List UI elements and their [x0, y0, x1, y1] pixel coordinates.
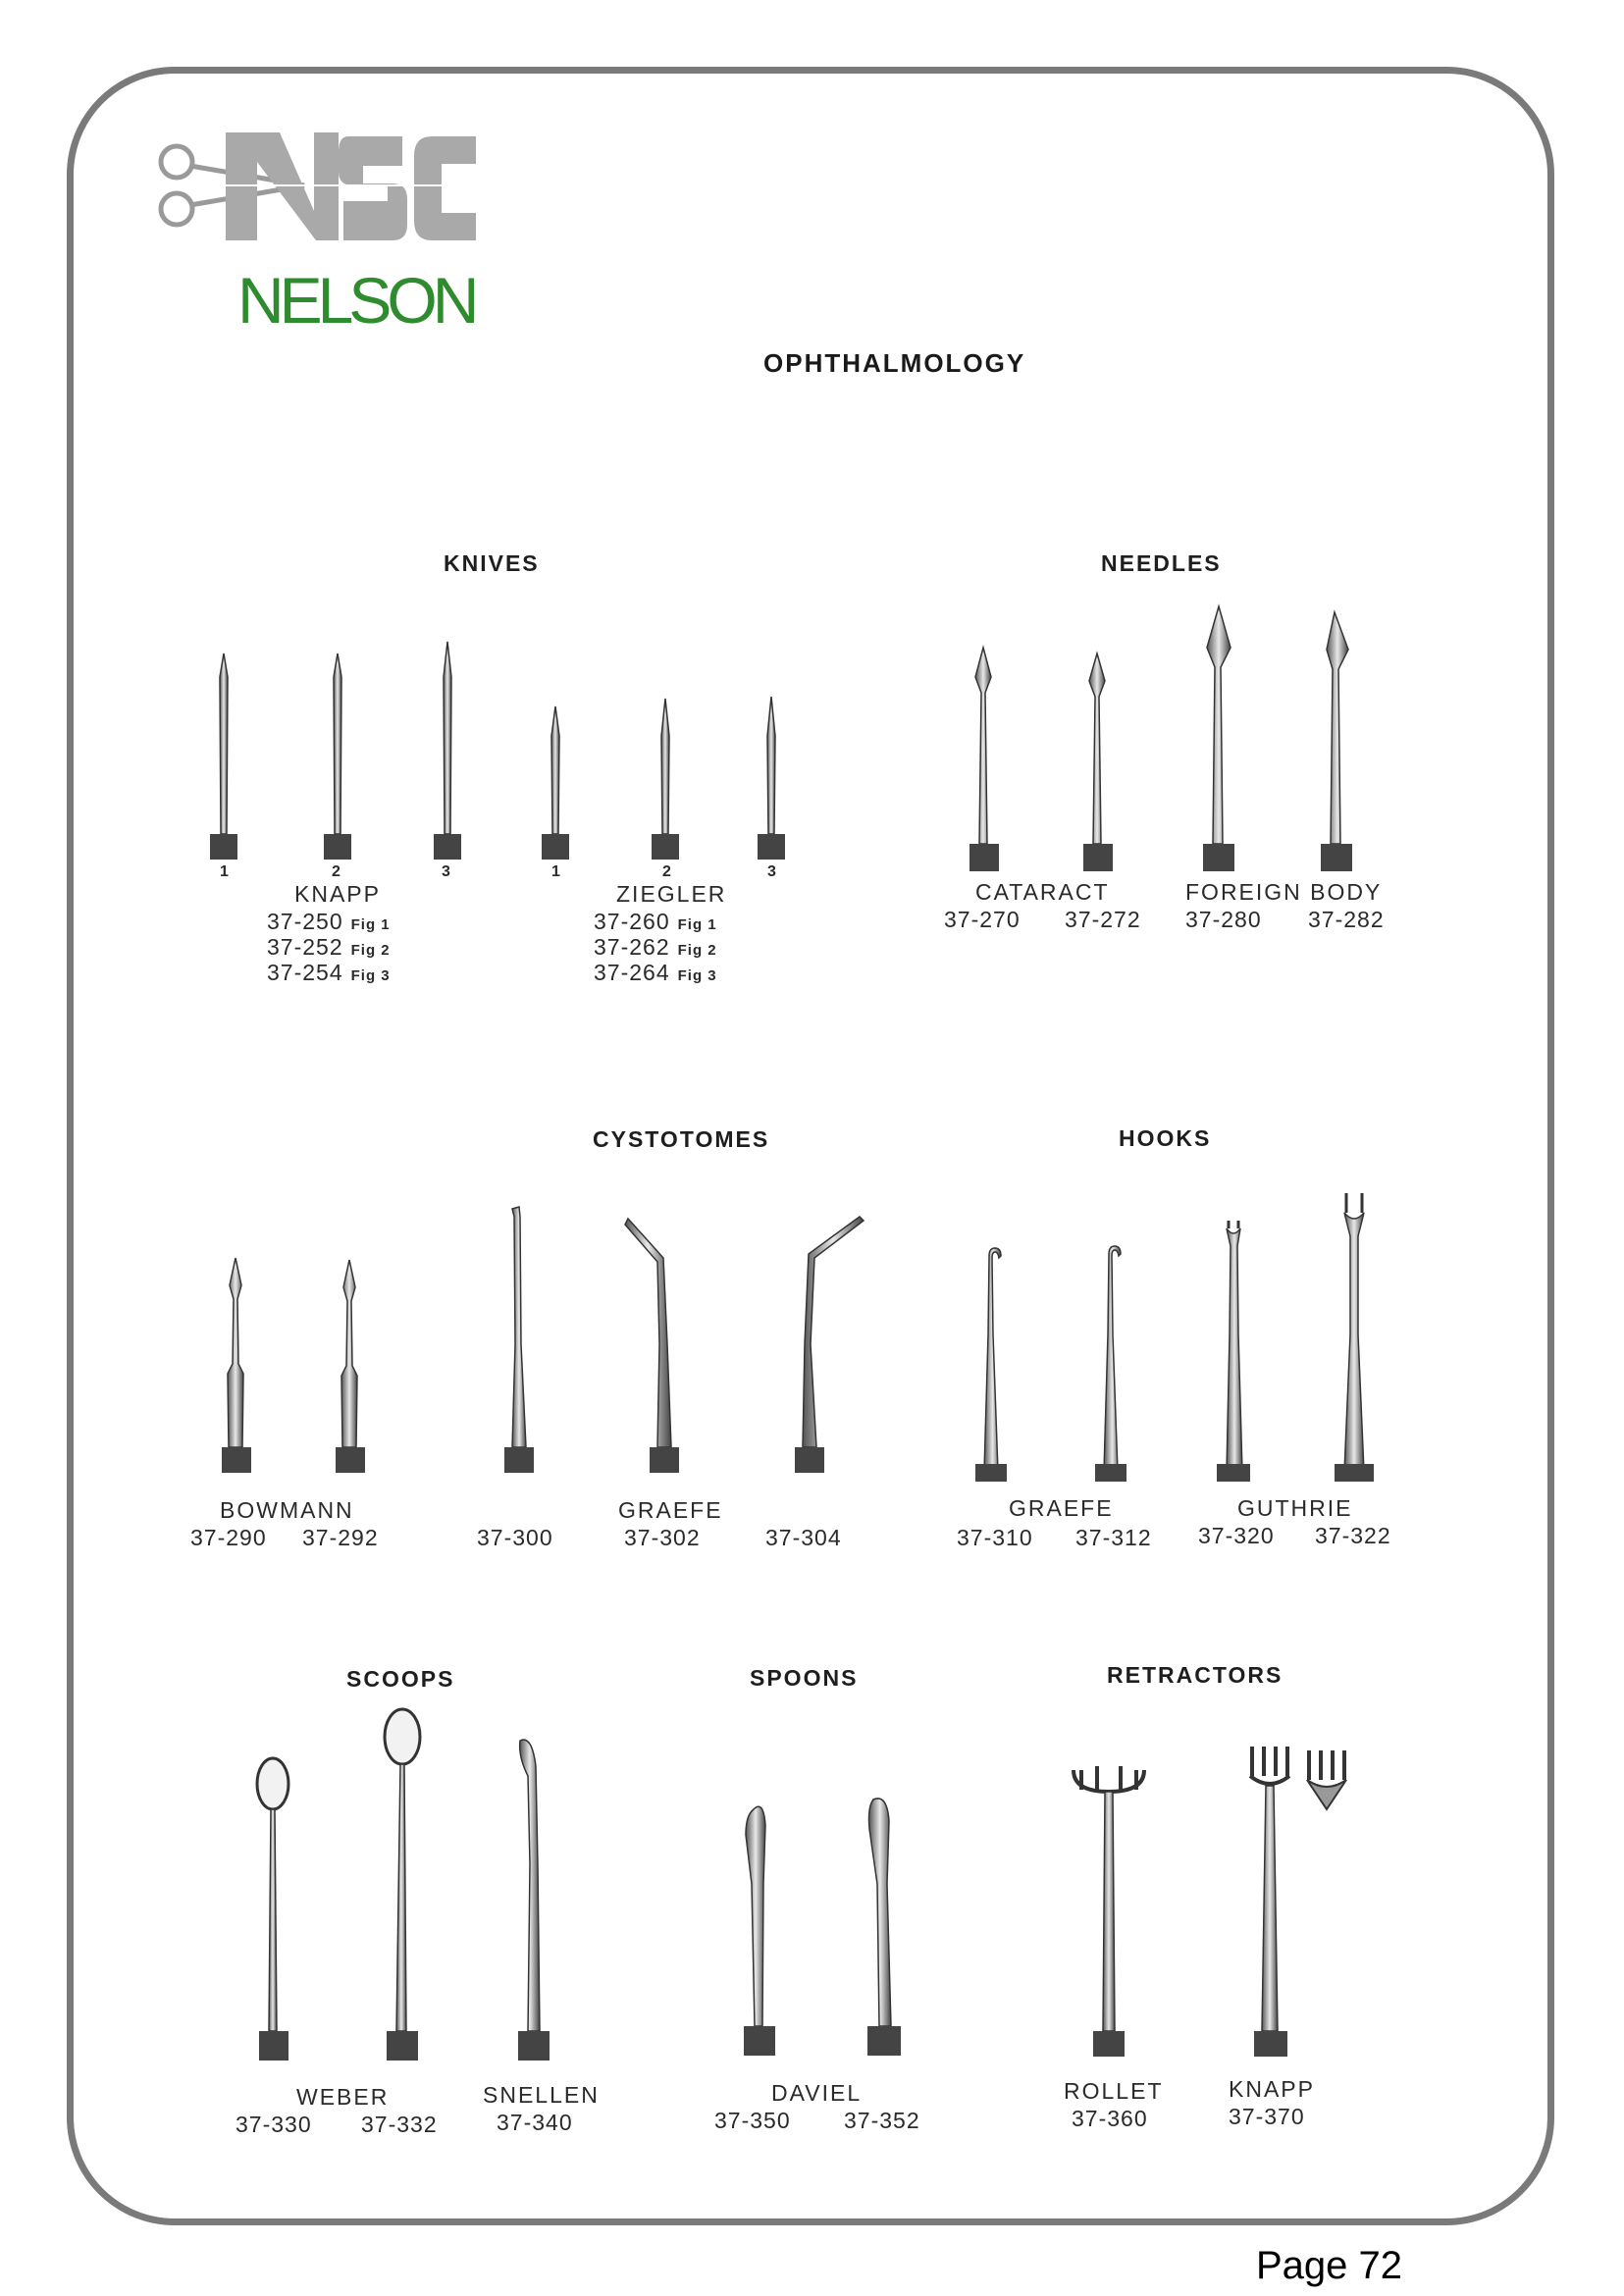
bowmann-cystotome-1 — [222, 1258, 251, 1473]
weber-scoop-2 — [385, 1709, 420, 2061]
knapp-knife-1 — [210, 653, 237, 860]
spoons-illustration — [726, 1786, 922, 2061]
graefe-cystotome — [625, 1219, 679, 1473]
bowmann-label: BOWMANN — [220, 1497, 354, 1523]
hooks-illustration — [962, 1187, 1393, 1482]
product-code: 37-312 — [1075, 1525, 1152, 1550]
ziegler-knife-1 — [542, 706, 569, 860]
product-code: 37-290 — [190, 1525, 267, 1550]
knife-fig-mark: 2 — [332, 863, 341, 880]
knife-fig-mark: 1 — [220, 863, 229, 880]
cataract-needle-2 — [1083, 653, 1113, 871]
fig-ref: Fig 3 — [677, 967, 717, 984]
product-code: 37-320 — [1198, 1523, 1275, 1548]
knife-fig-mark: 3 — [442, 863, 450, 880]
knapp-retractor-tip-detail — [1307, 1750, 1346, 1809]
retractors-illustration — [1070, 1737, 1384, 2061]
product-code: 37-332 — [361, 2112, 438, 2137]
product-code: 37-250 — [267, 909, 343, 934]
page-title: OPHTHALMOLOGY — [763, 348, 1026, 378]
snellen-scoop — [518, 1740, 550, 2061]
product-code: 37-254 — [267, 960, 343, 985]
product-code: 37-304 — [765, 1525, 842, 1550]
fig-ref: Fig 1 — [350, 916, 391, 933]
product-code: 37-340 — [497, 2110, 573, 2135]
product-code: 37-270 — [944, 907, 1021, 932]
foreign-body-needle-1 — [1203, 606, 1234, 871]
graefe-cystotome-label: GRAEFE — [618, 1497, 723, 1523]
needles-illustration — [942, 599, 1374, 873]
product-code: 37-262 — [594, 934, 670, 960]
product-code: 37-330 — [236, 2112, 312, 2137]
cataract-needle-1 — [969, 648, 999, 871]
scoops-title: SCOOPS — [346, 1666, 455, 1692]
nsc-scissors-logo-icon — [157, 123, 481, 250]
knives-illustration — [196, 638, 824, 883]
brand-name: NELSON — [237, 264, 475, 337]
cystotome-37-300 — [504, 1207, 534, 1473]
ziegler-code-row — [594, 960, 717, 986]
snellen-label: SNELLEN — [483, 2082, 600, 2108]
ziegler-knife-3 — [758, 697, 785, 860]
ziegler-code-row — [594, 909, 717, 935]
spoons-title: SPOONS — [750, 1665, 859, 1691]
guthrie-hook-1 — [1217, 1221, 1250, 1482]
product-code: 37-352 — [844, 2108, 920, 2133]
ziegler-knife-2 — [652, 699, 679, 860]
hooks-title: HOOKS — [1119, 1125, 1212, 1151]
knapp-code-row — [267, 960, 391, 986]
product-code: 37-360 — [1072, 2106, 1148, 2131]
product-code: 37-302 — [624, 1525, 701, 1550]
knapp-knife-3 — [434, 642, 461, 860]
cystotomes-title: CYSTOTOMES — [593, 1126, 770, 1152]
cataract-label: CATARACT — [975, 879, 1110, 905]
rollet-retractor — [1074, 1766, 1144, 2057]
graefe-hook-1 — [975, 1248, 1007, 1482]
bowmann-cystotome-2 — [336, 1260, 365, 1473]
daviel-spoon-1 — [744, 1806, 775, 2056]
product-code: 37-350 — [714, 2108, 791, 2133]
product-code: 37-292 — [302, 1525, 379, 1550]
product-code: 37-264 — [594, 960, 670, 985]
weber-label: WEBER — [296, 2084, 390, 2110]
ziegler-knife-label: ZIEGLER — [616, 881, 727, 907]
cystotomes-illustration — [196, 1197, 883, 1477]
product-code: 37-370 — [1229, 2104, 1305, 2129]
fig-ref: Fig 2 — [677, 942, 717, 959]
product-code: 37-300 — [477, 1525, 553, 1550]
product-code: 37-272 — [1065, 907, 1141, 932]
retractors-title: RETRACTORS — [1107, 1662, 1283, 1688]
graefe-hook-2 — [1095, 1246, 1126, 1482]
foreign-body-label: FOREIGN BODY — [1185, 879, 1383, 905]
rollet-label: ROLLET — [1064, 2078, 1164, 2104]
product-code: 37-282 — [1308, 907, 1385, 932]
guthrie-hook-2 — [1335, 1193, 1374, 1482]
graefe-hook-label: GRAEFE — [1009, 1495, 1114, 1521]
knapp-code-row — [267, 934, 391, 961]
daviel-label: DAVIEL — [771, 2080, 863, 2106]
knives-title: KNIVES — [444, 550, 540, 576]
fig-ref: Fig 1 — [677, 916, 717, 933]
knife-fig-mark: 2 — [662, 863, 671, 880]
product-code: 37-310 — [957, 1525, 1033, 1550]
needles-title: NEEDLES — [1101, 550, 1222, 576]
knapp-code-row — [267, 909, 391, 935]
product-code: 37-260 — [594, 909, 670, 934]
product-code: 37-322 — [1315, 1523, 1391, 1548]
fig-ref: Fig 2 — [350, 942, 391, 959]
fig-ref: Fig 3 — [350, 967, 391, 984]
guthrie-label: GUTHRIE — [1237, 1495, 1353, 1521]
product-code: 37-280 — [1185, 907, 1262, 932]
product-code: 37-252 — [267, 934, 343, 960]
knapp-knife-label: KNAPP — [294, 881, 381, 907]
cystotome-37-304 — [795, 1217, 864, 1473]
page-number: Page 72 — [1256, 2244, 1403, 2287]
knapp-retractor — [1250, 1747, 1289, 2057]
knife-fig-mark: 1 — [551, 863, 560, 880]
weber-scoop-1 — [257, 1758, 288, 2061]
knapp-retractor-label: KNAPP — [1229, 2076, 1315, 2102]
foreign-body-needle-2 — [1321, 612, 1352, 871]
scoops-illustration — [236, 1707, 589, 2065]
knife-fig-mark: 3 — [767, 863, 776, 880]
knapp-knife-2 — [324, 653, 351, 860]
daviel-spoon-2 — [867, 1799, 901, 2056]
ziegler-code-row — [594, 934, 717, 961]
